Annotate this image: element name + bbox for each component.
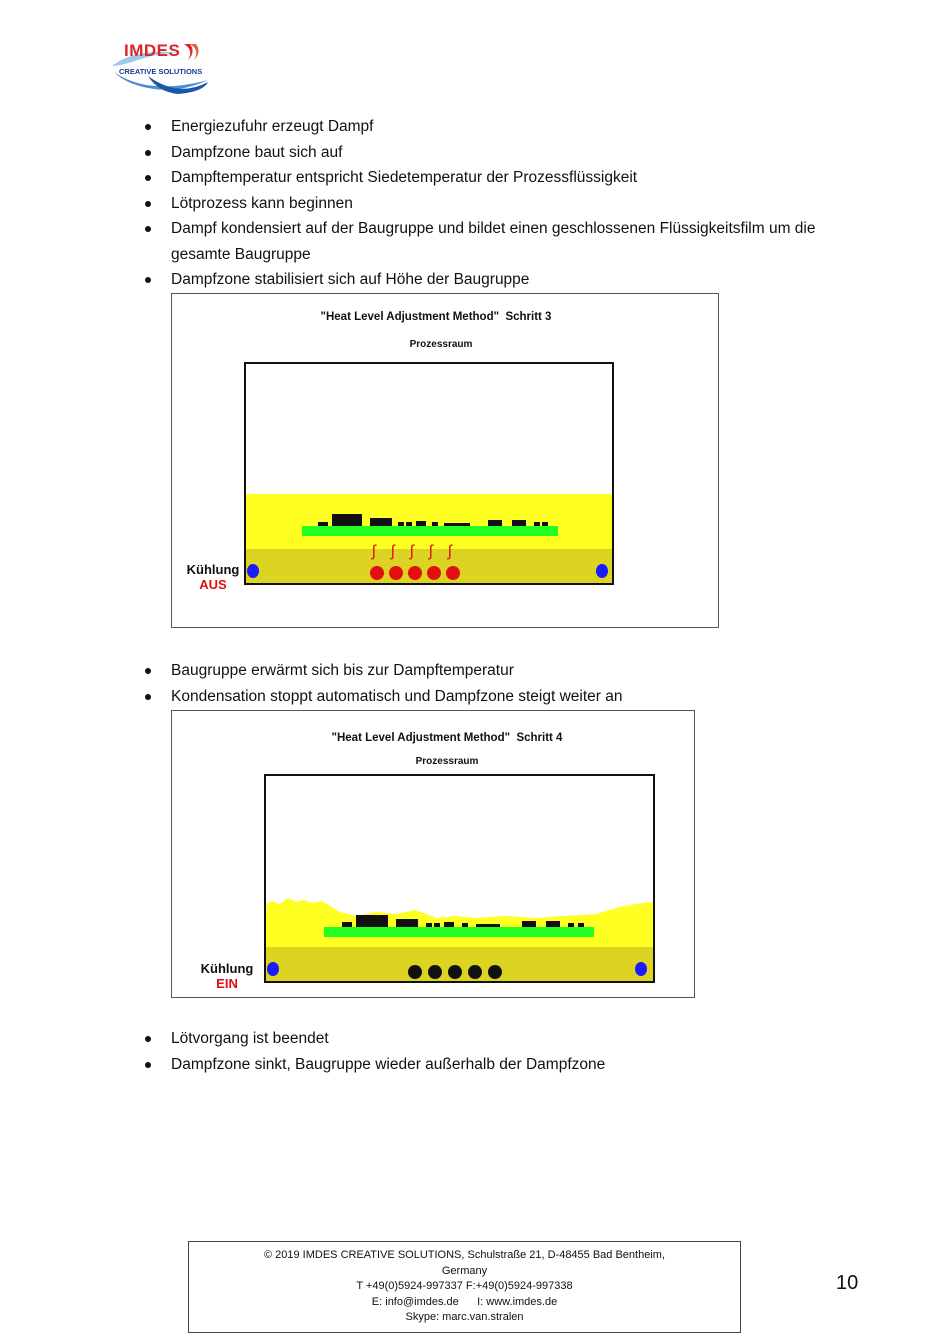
cooling-coil-icon bbox=[267, 962, 279, 976]
heater-icon bbox=[408, 965, 422, 979]
heater-icon bbox=[389, 566, 403, 580]
logo-wordmark: IMDES bbox=[124, 41, 181, 60]
list-item: Lötprozess kann beginnen bbox=[140, 191, 831, 217]
heater-icon bbox=[408, 566, 422, 580]
diagram-step-3 bbox=[171, 293, 719, 628]
cooling-state: EIN bbox=[216, 976, 238, 991]
diagram-title: "Heat Level Adjustment Method" Schritt 4 bbox=[331, 732, 563, 744]
cooling-label bbox=[184, 562, 242, 592]
cooling-label-text: Kühlung bbox=[200, 961, 254, 976]
footer-phone: T +49(0)5924-997337 F:+49(0)5924-997338 bbox=[356, 1280, 573, 1292]
footer-contact: E: info@imdes.de I: www.imdes.de bbox=[371, 1295, 558, 1308]
footer-copyright: © 2019 IMDES CREATIVE SOLUTIONS, Schulstraße 21, D-48455 Bad Bentheim, bbox=[263, 1249, 665, 1261]
diagram-title: "Heat Level Adjustment Method" Schritt 3 bbox=[320, 311, 552, 323]
cooling-coil-icon bbox=[635, 962, 647, 976]
cooling-label bbox=[197, 961, 257, 991]
vapor-zone bbox=[266, 776, 653, 981]
cooling-label-text: Kühlung bbox=[186, 562, 240, 577]
heater-icon bbox=[468, 965, 482, 979]
list-item: Baugruppe erwärmt sich bis zur Dampftemperatur bbox=[140, 658, 831, 684]
list-item: Lötvorgang ist beendet bbox=[140, 1026, 831, 1052]
diagram-subtitle: Prozessraum bbox=[415, 756, 479, 767]
cooling-state: AUS bbox=[199, 577, 227, 592]
heat-wave-icon: ʃ bbox=[391, 543, 395, 560]
footer-country: Germany bbox=[441, 1264, 488, 1277]
heater-icon bbox=[427, 566, 441, 580]
bullet-list-middle bbox=[140, 658, 831, 709]
list-item: Dampfzone baut sich auf bbox=[140, 140, 831, 166]
diagram-subtitle: Prozessraum bbox=[409, 339, 473, 350]
circuit-board bbox=[324, 927, 594, 937]
company-logo bbox=[108, 36, 218, 96]
heater-icon bbox=[446, 566, 460, 580]
process-chamber bbox=[244, 362, 614, 585]
heat-wave-icon: ʃ bbox=[372, 543, 376, 560]
footer-skype: Skype: marc.van.stralen bbox=[405, 1311, 524, 1323]
heater-icon bbox=[448, 965, 462, 979]
heat-wave-icon: ʃ bbox=[429, 543, 433, 560]
list-item: Dampfzone sinkt, Baugruppe wieder außerhalb der Dampfzone bbox=[140, 1052, 831, 1078]
cooling-coil-icon bbox=[596, 564, 608, 578]
page-footer bbox=[188, 1241, 741, 1333]
list-item: Energiezufuhr erzeugt Dampf bbox=[140, 114, 831, 140]
logo-tagline: CREATIVE SOLUTIONS bbox=[119, 67, 203, 76]
bullet-list-bottom bbox=[140, 1026, 831, 1077]
heater-icon bbox=[488, 965, 502, 979]
list-item: Kondensation stoppt automatisch und Dampfzone steigt weiter an bbox=[140, 684, 831, 710]
bullet-list-top bbox=[140, 114, 831, 293]
heat-wave-icon: ʃ bbox=[448, 543, 452, 560]
heater-icon bbox=[428, 965, 442, 979]
heat-wave-icon: ʃ bbox=[410, 543, 414, 560]
process-chamber bbox=[264, 774, 655, 983]
heater-icon bbox=[370, 566, 384, 580]
page-number: 10 bbox=[836, 1272, 859, 1294]
list-item: Dampf kondensiert auf der Baugruppe und bildet einen geschlossenen Flüssigkeitsfilm um die gesamte Baugruppe bbox=[140, 216, 831, 267]
cooling-coil-icon bbox=[247, 564, 259, 578]
list-item: Dampfzone stabilisiert sich auf Höhe der Baugruppe bbox=[140, 267, 831, 293]
diagram-step-4 bbox=[171, 710, 695, 998]
circuit-board bbox=[302, 526, 558, 536]
list-item: Dampftemperatur entspricht Siedetemperatur der Prozessflüssigkeit bbox=[140, 165, 831, 191]
